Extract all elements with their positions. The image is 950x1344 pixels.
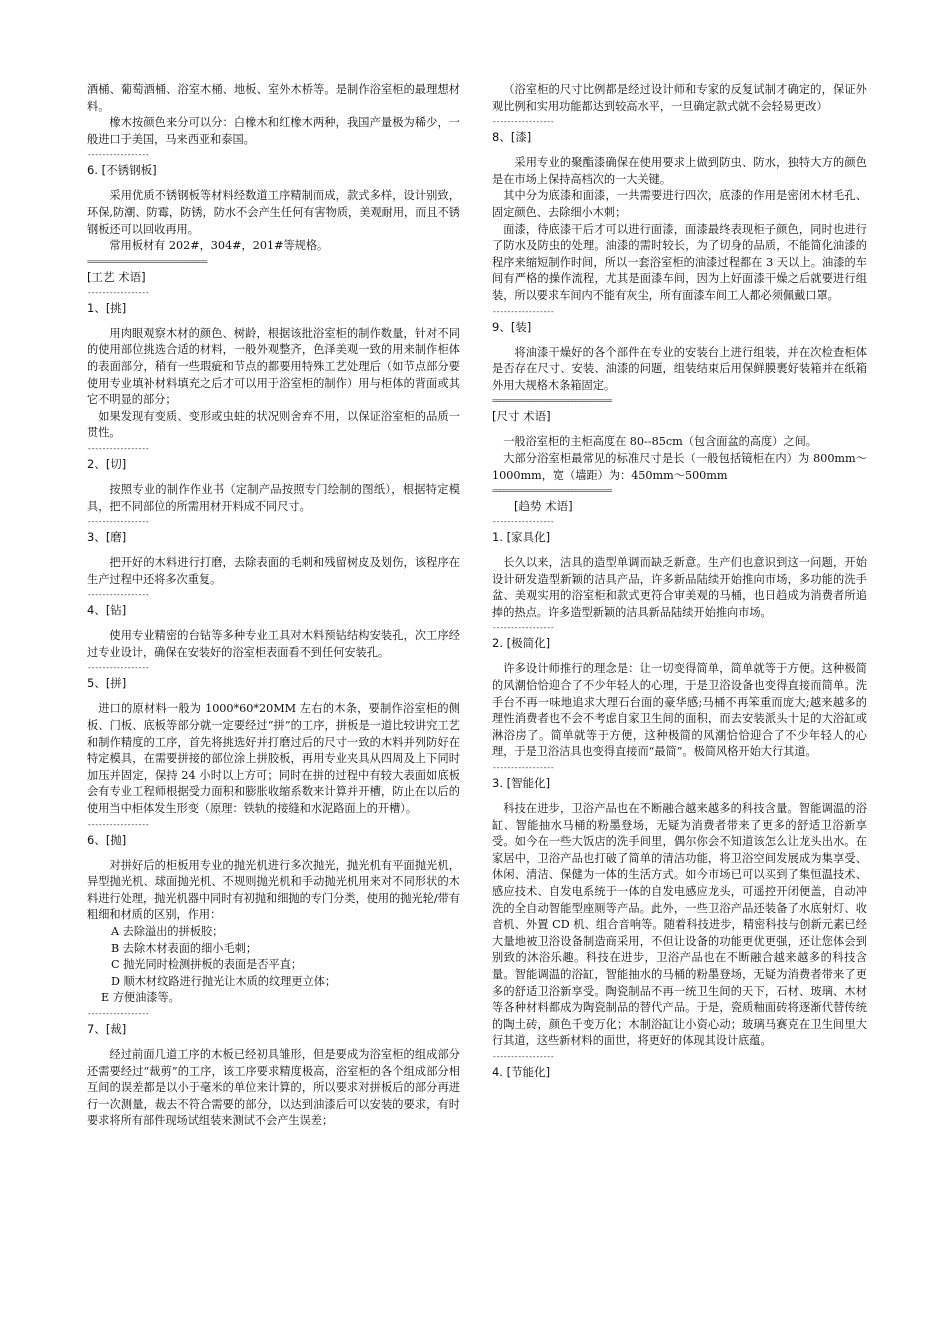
step-6-item-e: E 方便油漆等。 (101, 991, 180, 1005)
trend-1-paragraph: 长久以来，洁具的造型单调而缺乏新意。生产们也意识到这一问题，开始设计研发造型新颖的洁具产品，许多新品陆续开始推向市场，多功能的洗手盆、美观实用的浴室柜和款式更符合审美观的马桶，也日趋成为消费者所追捧的热点。许多造型新颖的洁具新品陆续开始推向市场。 (492, 556, 867, 619)
separator: ----------------- (87, 287, 149, 297)
separator: ----------------- (492, 517, 554, 527)
stainless-paragraph-2: 常用板材有 202#，304#，201#等规格。 (109, 239, 329, 253)
step-2-paragraph: 按照专业的制作作业书（定制产品按照专门绘制的图纸），根据特定模具，把不同部位的所需用材开料成不同尺寸。 (87, 482, 460, 513)
step-5-title: 5、[拼] (87, 676, 127, 691)
separator: ----------------- (87, 443, 149, 453)
step-1-paragraph-1: 用肉眼观察木材的颜色、树龄，根据该批浴室柜的制作数量，针对不同的使用部位挑选合适的材料，一般外观整齐，色泽美观一致的用来制作柜体的表面部分，稍有一些瑕疵和节点的都要用特殊工艺处理后（如节点部分要使用专业填补材料填充之后才可以用于浴室柜的制作）用与柜体的背面或其它不明显的部分； (87, 326, 460, 407)
separator-long: ================================= (492, 486, 612, 496)
intro-paragraph-1: 酒桶、葡萄酒桶、浴室木桶、地板、室外木桥等。是制作浴室柜的最理想材料。 (87, 83, 460, 113)
trend-4-title: 4. [节能化] (492, 1064, 551, 1079)
step-6-item-d: D 顺木材纹路进行抛光让木质的纹理更立体； (111, 974, 337, 988)
size-paragraph-1: 一般浴室柜的主柜高度在 80--85cm（包含面盆的高度）之间。 (503, 435, 817, 449)
step-8-paragraph-2: 其中分为底漆和面漆，一共需要进行四次，底漆的作用是密闭木材毛孔、固定颜色、去除细小木刺； (492, 189, 867, 219)
separator: ----------------- (87, 1008, 149, 1018)
step-7-title: 7、[裁] (87, 1021, 127, 1036)
separator: ----------------- (87, 819, 149, 829)
step-5-paragraph: 进口的原材料一般为 1000*60*20MM 左右的木条，要制作浴室柜的侧板、门板、底板等部分就一定要经过“拼”的工序，拼板是一道比较讲究工艺和制作精度的工序，首先将挑选好并打磨过后的尺寸一致的木料并列防好在特定模具，在需要拼接的部位涂上拼胶板，再用专业夹具从四周及上下同时加压并固定，保持 24 小时以上方可；同时在拼的过程中有较大表面如底板会有专业工程师根据受力面积和膨胀收缩系数来计算并开槽，防止在以后的使用当中柜体发生形变（原理：铁轨的接缝和水泥路面上的开槽）。 (87, 702, 460, 816)
step-1-paragraph-2: 如果发现有变质、变形或虫蛀的状况则舍弃不用，以保证浴室柜的品质一贯性。 (87, 409, 460, 440)
left-column (87, 82, 460, 1130)
separator: ----------------- (87, 517, 149, 527)
trend-terms-title: [趋势 术语] (514, 499, 573, 514)
separator: ----------------- (492, 763, 554, 773)
step-6-item-c: C 抛光同时检测拼板的表面是否平直； (111, 958, 303, 972)
trend-2-paragraph: 许多设计师推行的理念是：让一切变得简单，简单就等于方便。这种极简的风潮恰恰迎合了不少年轻人的心理，于是卫浴设备也变得直接而简单。洗手台不再一味地追求大理石台面的豪华感;马桶不再笨重而庞大;越来越多的理性消费者也不会不考虑自家卫生间的面积，而去安装派头十足的大浴缸或淋浴房了。简单就等于方便，这种极简的风潮恰恰迎合了不少年轻人的心理，于是卫浴洁具也变得直接而“最简”。极简风格开始大行其道。 (492, 662, 867, 759)
step-3-paragraph: 把开好的木料进行打磨，去除表面的毛刺和残留树皮及划伤，该程序在生产过程中还将多次重复。 (87, 556, 460, 586)
step-3-title: 3、[磨] (87, 530, 127, 545)
step-9-paragraph: 将油漆干燥好的各个部件在专业的安装台上进行组装，并在次检查柜体是否存在尺寸、安装、油漆的问题，组装结束后用保鲜膜裹好装箱并在纸箱外用大规格木条箱固定。 (492, 345, 867, 392)
separator: ----------------- (492, 117, 554, 127)
step-6-title: 6、[抛] (87, 832, 127, 847)
separator: ----------------- (87, 150, 149, 160)
trend-2-title: 2. [极简化] (492, 636, 551, 651)
step-7-continued-paragraph: （浴室柜的尺寸比例都是经过设计师和专家的反复试制才确定的，保证外观比例和实用功能都达到较高水平，一旦确定款式就不会轻易更改） (492, 83, 867, 113)
separator: ----------------- (87, 663, 149, 673)
separator: ----------------- (492, 306, 554, 316)
step-6-item-b: B 去除木材表面的细小毛刺； (111, 941, 258, 955)
trend-3-title: 3. [智能化] (492, 776, 551, 791)
right-column (492, 82, 867, 1081)
size-terms-title: [尺寸 术语] (492, 409, 551, 424)
step-9-title: 9、[装] (492, 319, 532, 334)
step-6-paragraph: 对拼好后的柜板用专业的抛光机进行多次抛光，抛光机有平面抛光机，异型抛光机、球面抛光机、不规则抛光机和手动抛光机用来对不同形状的木料进行处理，抛光机器中同时有初抛和细抛的专门分类，使用的抛光轮/带有粗细和材质的区别，作用： (87, 858, 460, 922)
craft-terms-title: [工艺 术语] (87, 269, 146, 284)
step-1-title: 1、[挑] (87, 300, 127, 315)
section-title-stainless-steel: 6. [不锈钢板] (87, 163, 157, 178)
trend-1-title: 1. [家具化] (492, 530, 551, 545)
intro-paragraph-2: 橡木按颜色来分可以分：白橡木和红橡木两种，我国产量极为稀少，一般进口于美国，马来西亚和泰国。 (87, 116, 460, 146)
separator-long: ================================= (87, 256, 207, 266)
separator: ----------------- (87, 590, 149, 600)
step-8-paragraph-1: 采用专业的聚酯漆确保在使用要求上做到防虫、防水，独特大方的颜色是在市场上保持高档次的一大关键。 (492, 156, 867, 186)
separator: ----------------- (492, 1051, 554, 1061)
trend-3-paragraph: 科技在进步，卫浴产品也在不断融合越来越多的科技含量。智能调温的浴缸、智能抽水马桶的粉墨登场，无疑为消费者带来了更多的舒适卫浴新享受。如今在一些大饭店的洗手间里，偶尔你会不知道该怎么让龙头出水。在家居中，卫浴产品也打破了简单的清洁功能，将卫浴空间发展成为集享受、休闲、清洁、保健为一体的生活方式。如今市场已可以买到了集恒温技术、感应技术、自发电系统于一体的自发电感应龙头，可遥控开闭便盖，自动冲洗的全自动智能型座厕等产品。此外，一些卫浴产品还装备了水底射灯、收音机、外置 CD 机、组合音响等。随着科技进步，精密科技与创新元素已经大量地被卫浴设备制造商采用，不但让设备的功能更优更强，还让您体会到别致的沐浴乐趣。科技在进步，卫浴产品也在不断融合越来越多的科技含量。智能调温的浴缸，智能抽水的马桶的粉墨登场，无疑为消费者带来了更多的舒适卫浴新享受。陶瓷制品不再一统卫生间的天下，石材、玻璃、木材等各种材料都成为陶瓷制品的替代产品。于是，瓷质釉面砖将逐渐代替传统的陶土砖，颜色千变万化；木制浴缸让小资心动；玻璃马赛克在卫生间里大行其道，这些新材料的面世，将更好的体现其设计底蕴。 (492, 802, 867, 1048)
size-paragraph-2: 大部分浴室柜最常见的标准尺寸是长（一般包括镜柜在内）为 800mm～1000mm，宽（墙距）为：450mm～500mm (492, 451, 867, 482)
stainless-paragraph-1: 采用优质不锈钢板等材料经数道工序精制而成，款式多样，设计别致，环保,防潮、防霉，防锈，防水不会产生任何有害物质，美观耐用，而且不锈钢板还可以回收再用。 (87, 189, 460, 236)
separator-long: ================================= (492, 396, 612, 406)
step-4-title: 4、[钻] (87, 603, 127, 618)
step-8-title: 8、[漆] (492, 130, 532, 145)
step-8-paragraph-3: 面漆，待底漆干后才可以进行面漆，面漆最终表现柜子颜色，同时也进行了防水及防虫的处理。油漆的需时较长，为了切身的品质，不能简化油漆的程序来缩短制作时间，所以一套浴室柜的油漆过程都在 3 天以上。油漆的车间有严格的操作流程，尤其是面漆车间，因为上好面漆干燥之后就要进行组装，所以要求车间内不能有灰尘，所有面漆车间工人都必须佩戴口罩。 (492, 222, 867, 302)
step-6-item-a: A 去除溢出的拼板胶； (111, 925, 224, 938)
step-2-title: 2、[切] (87, 456, 127, 471)
separator: ----------------- (492, 623, 554, 633)
step-7-paragraph: 经过前面几道工序的木板已经初具雏形，但是要成为浴室柜的组成部分还需要经过“裁剪”的工序，该工序要求精度极高，浴室柜的各个组成部分相互间的误差都是以小于毫米的单位来计算的，所以要求对拼板后的部分再进行一次测量，裁去不符合需要的部分，以达到油漆后可以安装的要求，有时要求将所有部件现场试组装来测试不会产生误差； (87, 1047, 460, 1128)
step-4-paragraph: 使用专业精密的台钻等多种专业工具对木料预钻结构安装孔，次工序经过专业设计，确保在安装好的浴室柜表面看不到任何安装孔。 (87, 629, 460, 659)
